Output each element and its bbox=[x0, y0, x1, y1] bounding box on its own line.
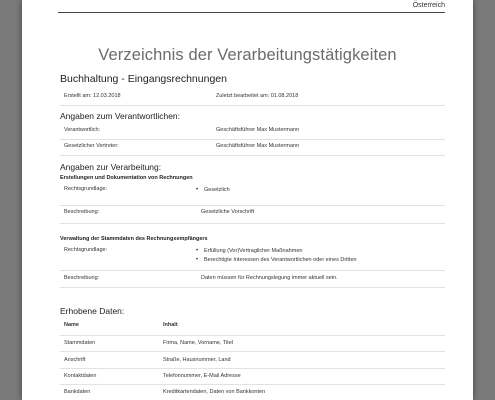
legal-rep-value: Geschäftsführer Max Mustermann bbox=[216, 143, 300, 149]
created-date: Erstellt am: 12.03.2018 bbox=[64, 93, 121, 99]
table-row bbox=[60, 340, 445, 352]
table-header bbox=[60, 322, 445, 336]
record-name: Buchhaltung - Eingangsrechnungen bbox=[60, 73, 227, 85]
table-cell: Firma, Name, Vorname, Titel bbox=[163, 340, 233, 346]
table-cell: Stammdaten bbox=[64, 340, 96, 346]
table-cell: Kontaktdaten bbox=[64, 373, 97, 379]
list-item: • Berechtigte Interessen des Verantwortlichen oder eines Dritten bbox=[196, 256, 357, 265]
modified-date: Zuletzt bearbeitet am: 01.08.2018 bbox=[216, 93, 299, 99]
responsible-value: Geschäftsführer Max Mustermann bbox=[216, 127, 300, 133]
column-content: Inhalt bbox=[163, 322, 178, 328]
responsible-label: Verantwortlich: bbox=[64, 127, 101, 133]
legal-basis-label: Rechtsgrundlage: bbox=[64, 247, 108, 253]
legal-rep-label: Gesetzlicher Vertreter: bbox=[64, 143, 119, 149]
section-title: Verwaltung der Stammdaten des Rechnungsempfängers bbox=[60, 236, 208, 242]
processing-heading: Angaben zur Verarbeitung: bbox=[60, 162, 162, 172]
description-row bbox=[60, 275, 445, 288]
responsible-row bbox=[60, 126, 445, 140]
description-value: Gesetzliche Vorschrift bbox=[201, 209, 255, 215]
column-name: Name bbox=[64, 322, 79, 328]
list-item: • Erfüllung (Vor)Vertraglicher Maßnahmen bbox=[196, 247, 357, 256]
table-cell: Kreditkartendaten, Daten von Bankkonten bbox=[163, 389, 266, 395]
table-cell: Straße, Hausnummer, Land bbox=[163, 357, 231, 363]
legal-basis-list bbox=[196, 247, 357, 264]
table-row bbox=[60, 389, 445, 400]
table-cell: Anschrift bbox=[64, 357, 86, 363]
responsible-heading: Angaben zum Verantwortlichen: bbox=[60, 111, 181, 121]
table-cell: Telefonnummer, E-Mail Adresse bbox=[163, 373, 241, 379]
description-row bbox=[60, 209, 445, 224]
description-label: Beschreibung: bbox=[64, 209, 100, 215]
description-label: Beschreibung: bbox=[64, 275, 100, 281]
table-row bbox=[60, 357, 445, 369]
collected-heading: Erhobene Daten: bbox=[60, 306, 125, 316]
document-page bbox=[22, 0, 473, 400]
section-title: Erstellungen und Dokumentation von Rechnungen bbox=[60, 175, 193, 181]
legal-basis-row bbox=[60, 183, 445, 206]
legal-basis-row bbox=[60, 244, 445, 271]
legal-basis-list bbox=[196, 186, 230, 195]
header-rule bbox=[58, 12, 445, 13]
record-dates-row bbox=[60, 93, 445, 106]
description-value: Daten müssen für Rechnungslegung immer aktuell sein. bbox=[201, 275, 338, 281]
table-row bbox=[60, 373, 445, 385]
legal-basis-label: Rechtsgrundlage: bbox=[64, 186, 108, 192]
document-title: Verzeichnis der Verarbeitungstätigkeiten bbox=[98, 46, 397, 64]
list-item: • Gesetzlich bbox=[196, 186, 230, 195]
legal-rep-row bbox=[60, 143, 445, 156]
table-cell: Bankdaten bbox=[64, 389, 91, 395]
header-country: Österreich bbox=[412, 2, 445, 9]
